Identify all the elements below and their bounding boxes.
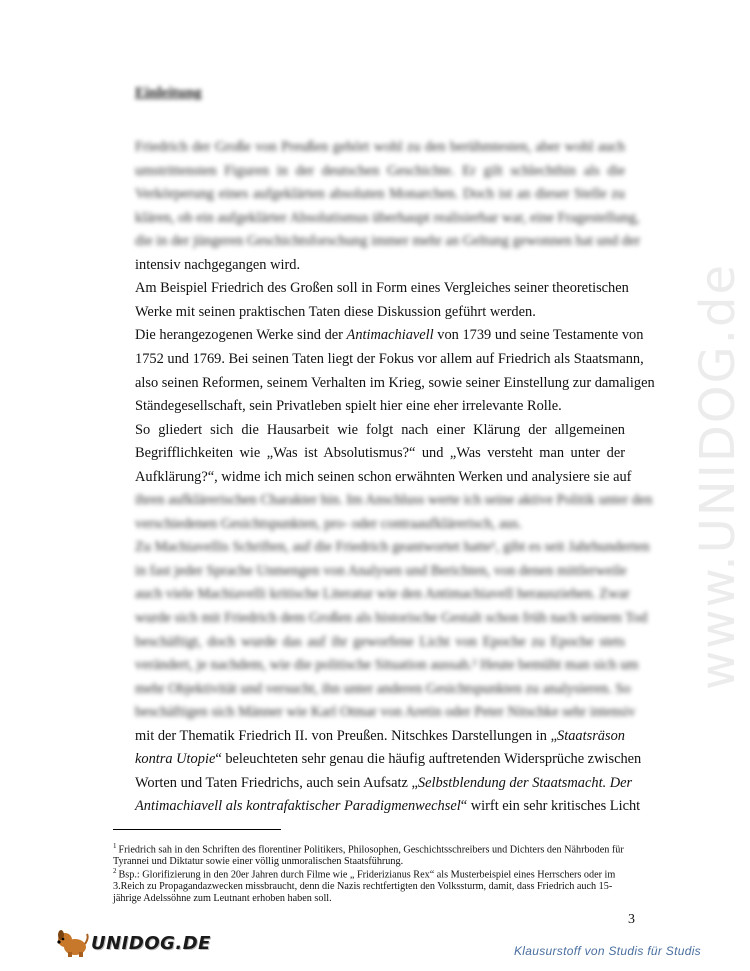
text-line: Worten und Taten Friedrichs, auch sein Aufsatz „Selbstblendung der Staatsmacht. Der	[135, 774, 633, 791]
blurred-text-line: umstrittensten Figuren in der deutschen Geschichte. Er gilt schlechthin als die	[135, 162, 625, 179]
footnote	[113, 865, 633, 905]
text-line: Die herangezogenen Werke sind der Antimachiavell von 1739 und seine Testamente von	[135, 327, 644, 344]
text-line: Antimachiavell als kontrafaktischer Paradigmenwechsel“ wirft ein sehr kritisches Licht	[135, 798, 641, 815]
watermark: www.UNIDOG.de	[690, 262, 746, 690]
blurred-text-line: verändert, je nachdem, wie die politische Situation aussah.² Heute bemüht man sich um	[135, 657, 639, 674]
blurred-text-line: beschäftigt, doch wurde das auf ihr geworfene Licht von Epoche zu Epoche stets	[135, 633, 625, 650]
text-line: also seinen Reformen, seinem Verhalten im Krieg, sowie seiner Einstellung zur damaligen	[135, 374, 655, 391]
blurred-text-line: in fast jeder Sprache Unmengen von Analysen und Berichten, von denen mittlerweile	[135, 562, 627, 579]
section-heading: Einleitung	[135, 85, 202, 101]
logo-text: UNIDOG.DE	[91, 932, 211, 954]
text-line: Werke mit seinen praktischen Taten diese Diskussion geführt werden.	[135, 303, 536, 320]
blurred-text-line: ihren aufklärerischen Charakter hin. Im Anschluss werte ich seine aktive Politik unter den	[135, 492, 653, 509]
page-number: 3	[628, 912, 635, 927]
blurred-text-line: die in der jüngeren Geschichtsforschung immer mehr an Geltung gewonnen hat und der	[135, 233, 641, 250]
blurred-text-line: Verkörperung eines aufgeklärten absoluten Monarchen. Doch ist an dieser Stelle zu	[135, 186, 625, 203]
footnote-separator	[113, 829, 281, 830]
footnote-text: Friedrich sah in den Schriften des florentiner Politikers, Philosophen, Geschichtsschreibers und Dichters den Nährboden für Tyrannei und Diktatur sowie einer völlig unmoralischen Staatsführung.	[113, 844, 624, 868]
tagline: Klausurstoff von Studis für Studis	[514, 944, 701, 958]
unidog-logo[interactable]	[55, 926, 211, 960]
blurred-text-line: Zu Machiavellis Schriften, auf die Friedrich geantwortet hatte¹, gibt es seit Jahrhunderten	[135, 539, 650, 556]
text-line: kontra Utopie“ beleuchteten sehr genau die häufig auftretenden Widersprüche zwischen	[135, 751, 642, 768]
blurred-text-line: wurde sich mit Friedrich dem Großen als historische Gestalt schon früh nach seinem Tod	[135, 610, 648, 626]
footnote-mark: 2	[113, 867, 117, 875]
text-line: Am Beispiel Friedrich des Großen soll in Form eines Vergleiches seiner theoretischen	[135, 280, 629, 297]
footnote-text: Bsp.: Glorifizierung in den 20er Jahren durch Filme wie „ Friderizianus Rex“ als Musterbeispiel eines Herrschers oder im 3.Reich zu Propagandazwecken missbraucht, denn die Nazis rechtfertigten den Volkssturm, damit, dass Friedrich auch 15- jährige Adelssöhne zum Leutnant erhoben haben soll.	[113, 869, 616, 905]
blurred-text-line: klären, ob ein aufgeklärter Absolutismus überhaupt realisierbar war, eine Fragestellung,	[135, 209, 640, 226]
text-line: Begrifflichkeiten wie „Was ist Absolutismus?“ und „Was versteht man unter der	[135, 445, 625, 462]
text-line: 1752 und 1769. Bei seinen Taten liegt der Fokus vor allem auf Friedrich als Staatsmann,	[135, 350, 644, 367]
text-line: So gliedert sich die Hausarbeit wie folgt nach einer Klärung der allgemeinen	[135, 421, 625, 438]
text-line: mit der Thematik Friedrich II. von Preußen. Nitschkes Darstellungen in „Staatsräson	[135, 727, 625, 744]
footnote-mark: 1	[113, 842, 117, 850]
blurred-text-line: verschiedenen Gesichtspunkten, pro- oder contraaufklärerisch, aus.	[135, 515, 522, 532]
text-line: intensiv nachgegangen wird.	[135, 256, 301, 273]
text-line: Ständegesellschaft, sein Privatleben spielt hier eine eher irrelevante Rolle.	[135, 398, 562, 415]
blurred-text-line: mehr Objektivität und versucht, ihn unter anderen Gesichtspunkten zu analysieren. So	[135, 680, 631, 697]
blurred-text-line: auch viele Machiavelli kritische Literatur wie den Antimachiavell herausziehen. Zwar	[135, 586, 630, 603]
blurred-text-line: beschäftigen sich Männer wie Karl Otmar von Aretin oder Peter Nitschke sehr intensiv	[135, 704, 636, 721]
dog-icon	[55, 928, 89, 958]
text-line: Aufklärung?“, widme ich mich seinen schon erwähnten Werken und analysiere sie auf	[135, 468, 632, 485]
blurred-text-line: Friedrich der Große von Preußen gehört wohl zu den berühmtesten, aber wohl auch	[135, 139, 625, 155]
